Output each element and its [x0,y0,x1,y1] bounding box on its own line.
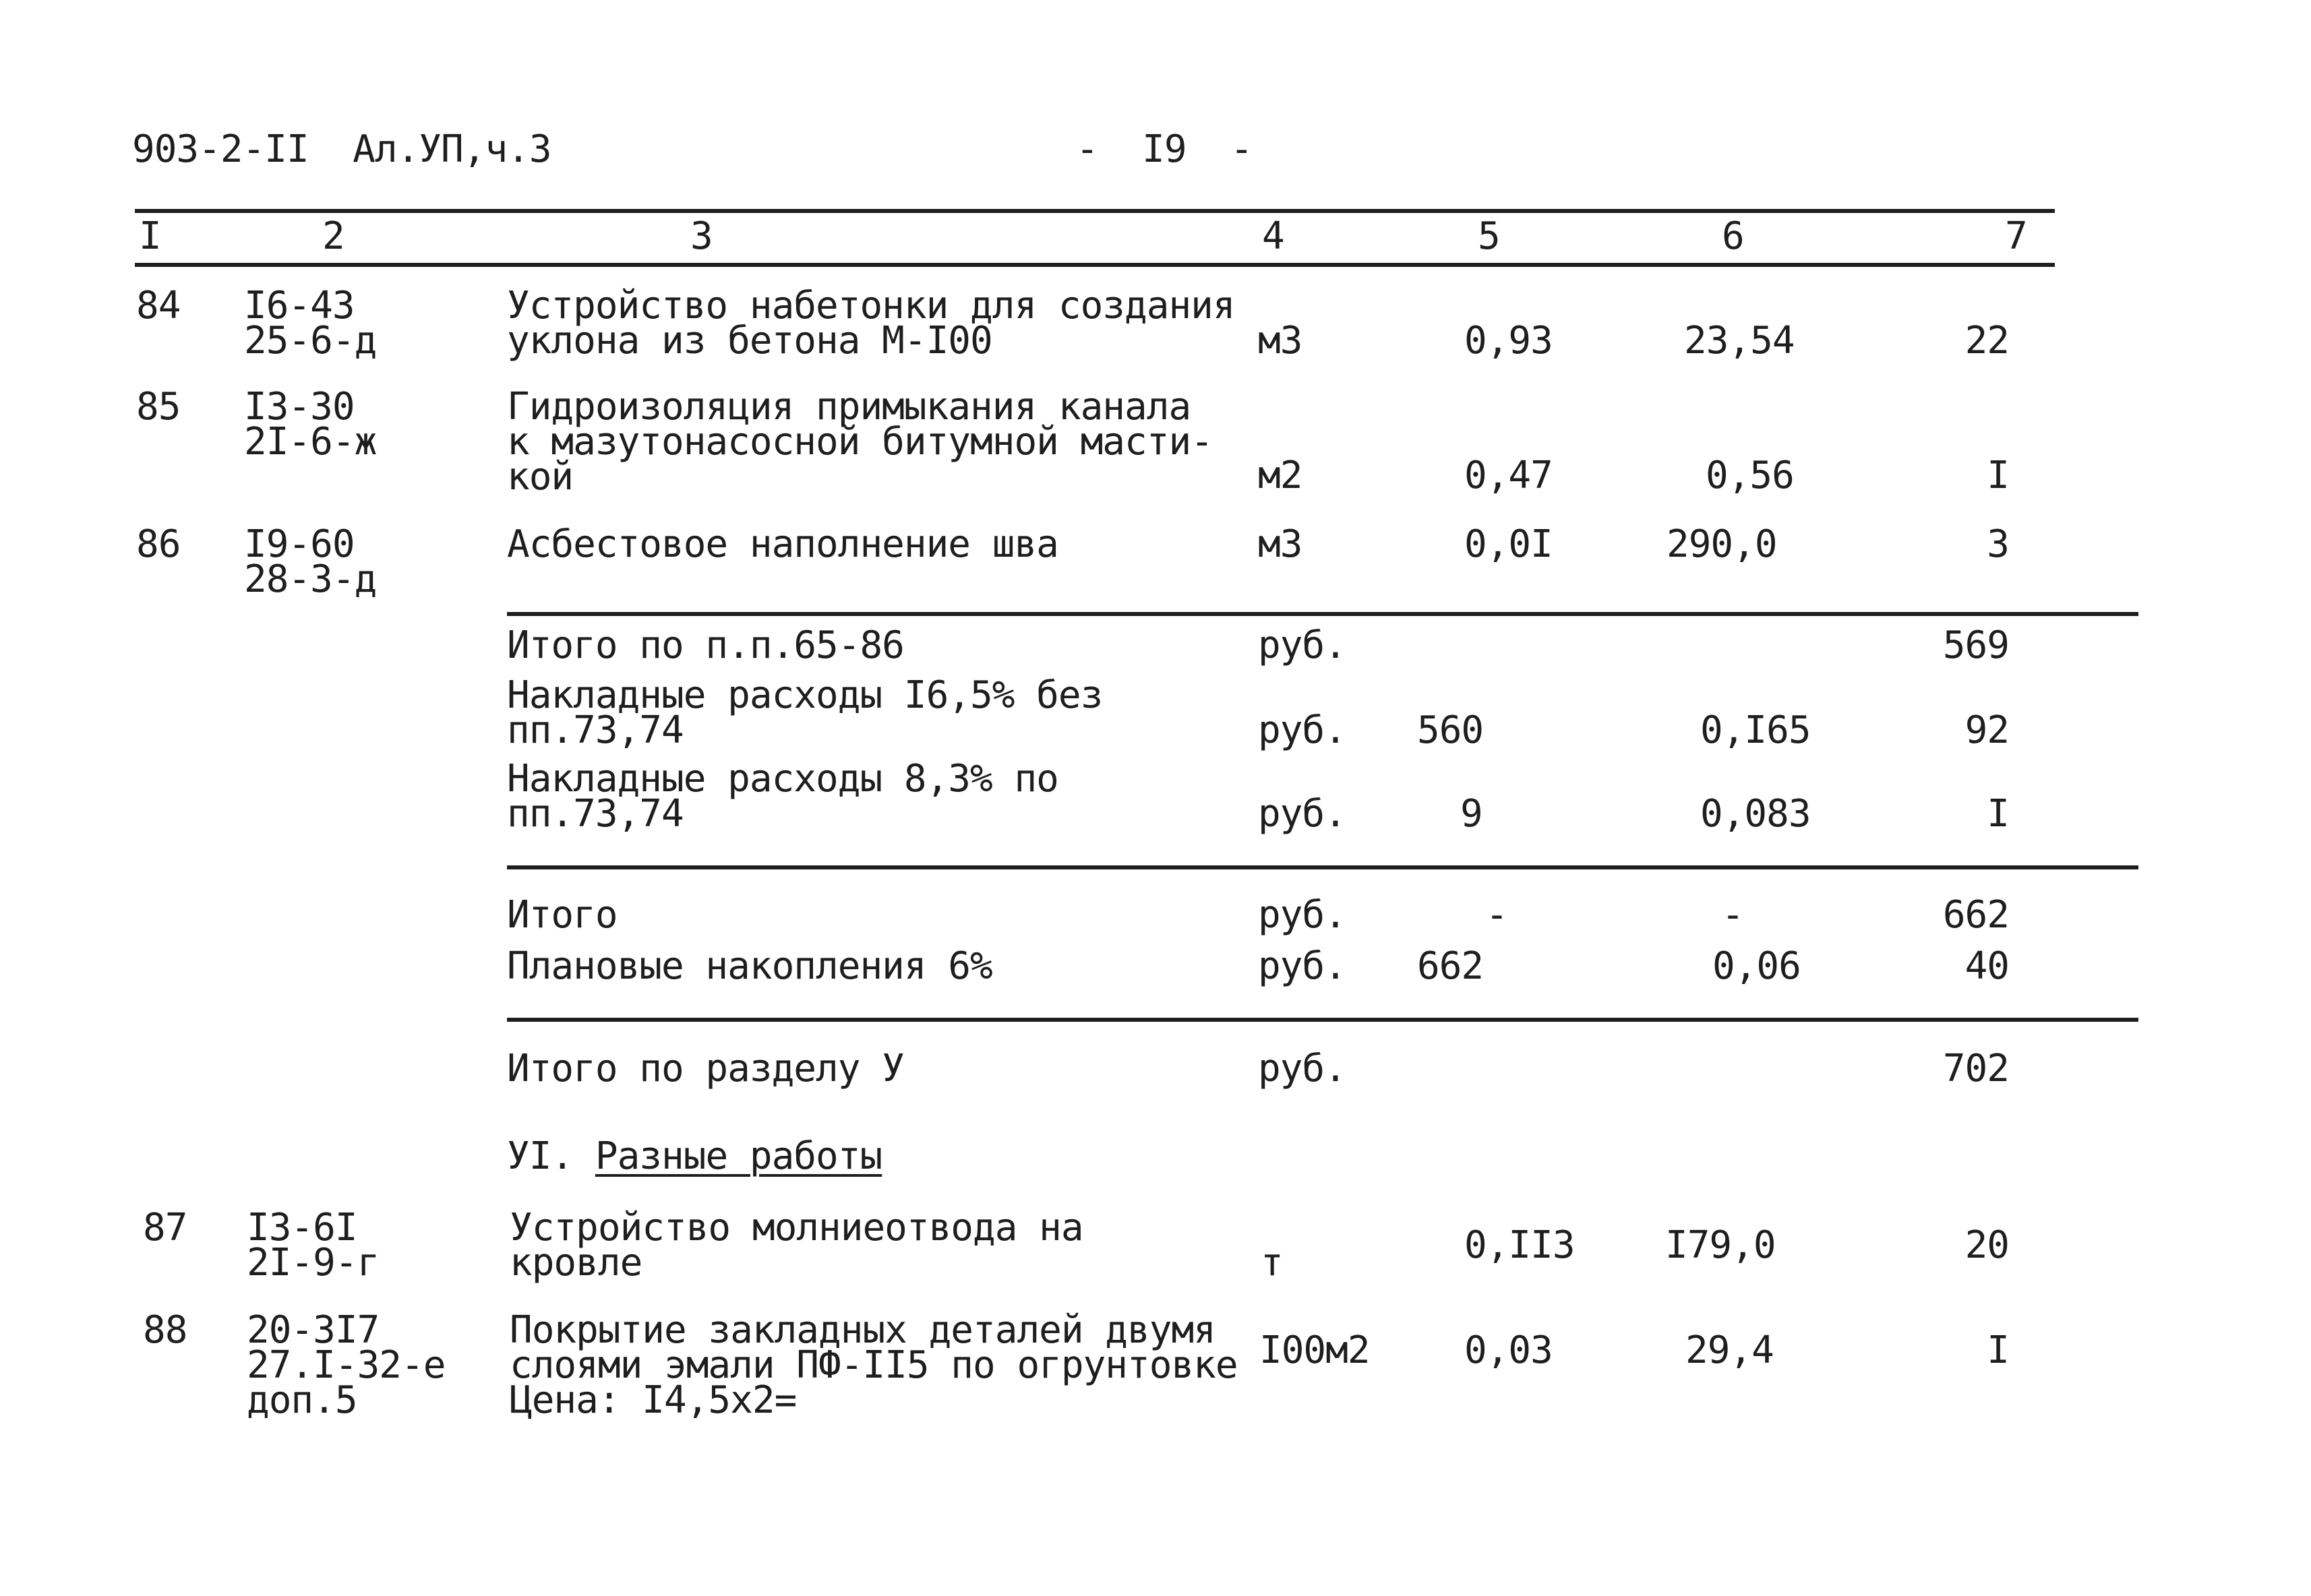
subtotal-unit: руб. [1258,623,1346,667]
row-84-price: 23,54 [1684,319,1795,363]
table-top-rule [135,209,2055,213]
total-unit: руб. [1258,893,1346,937]
row-85-description: Гидроизоляция примыкания канала к мазутонасосной битумной масти- кой [507,385,1213,499]
column-header-6: 6 [1722,214,1744,258]
row-86-description: Асбестовое наполнение шва [507,522,1058,566]
row-84-total: 22 [1964,319,2009,363]
row-86-price: 290,0 [1667,522,1777,566]
row-85-number: 85 [136,385,181,429]
row-85-code: I3-30 2I-6-ж [244,385,377,464]
planned-savings-total: 40 [1964,944,2009,988]
subtotal-label: Итого по п.п.65-86 [507,623,904,667]
row-88-unit: I00м2 [1259,1328,1370,1372]
total-label: Итого [507,893,618,937]
row-88-number: 88 [143,1308,187,1352]
row-84-number: 84 [136,284,181,328]
summary-rule-1 [507,612,2138,616]
section-number: УI. [507,1134,574,1178]
overhead-1-base: 560 [1417,708,1484,752]
row-85-total: I [1987,454,2009,497]
row-87-description: Устройство молниеотвода на кровле [510,1206,1083,1285]
section-title: Разные работы [595,1134,882,1178]
overhead-2-label: Накладные расходы 8,3% по пп.73,74 [507,757,1058,836]
overhead-2-base: 9 [1460,792,1482,836]
row-84-quantity: 0,93 [1464,319,1553,363]
planned-savings-rate: 0,06 [1712,944,1801,988]
overhead-2-total: I [1987,792,2009,836]
overhead-1-rate: 0,I65 [1700,708,1811,752]
row-85-quantity: 0,47 [1464,454,1553,497]
row-88-total: I [1987,1328,2009,1372]
row-87-code: I3-6I 2I-9-г [247,1206,380,1285]
row-85-unit: м2 [1258,454,1302,497]
column-header-3: 3 [690,214,713,258]
overhead-2-rate: 0,083 [1700,792,1811,836]
row-86-quantity: 0,0I [1464,522,1553,566]
planned-savings-base: 662 [1417,944,1484,988]
column-header-1: I [139,214,161,258]
row-86-total: 3 [1987,522,2009,566]
document-code: 903-2-II Ал.УП,ч.3 [132,127,551,171]
row-88-description: Покрытие закладных деталей двумя слоями эмали ПФ-II5 по огрунтовке Цена: I4,5х2= [510,1308,1238,1422]
planned-savings-label: Плановые накопления 6% [507,944,992,988]
row-84-code: I6-43 25-6-д [244,284,377,363]
section-total-unit: руб. [1258,1047,1346,1091]
row-87-number: 87 [143,1206,187,1250]
row-85-price: 0,56 [1706,454,1794,497]
section-total-total: 702 [1942,1047,2009,1091]
row-84-unit: м3 [1258,319,1302,363]
column-header-7: 7 [2005,214,2027,258]
summary-rule-2 [507,865,2138,869]
section-heading [507,1134,882,1178]
subtotal-total: 569 [1942,623,2009,667]
row-87-quantity: 0,II3 [1464,1223,1575,1267]
row-87-price: I79,0 [1665,1223,1776,1267]
total-total: 662 [1942,893,2009,937]
overhead-1-label: Накладные расходы I6,5% без пп.73,74 [507,673,1103,752]
total-base-dash: - [1485,893,1508,937]
row-87-unit: т [1261,1241,1283,1285]
section-total-rule [507,1018,2138,1022]
total-rate-dash: - [1721,893,1744,937]
row-88-code: 20-3I7 27.I-32-е доп.5 [247,1308,446,1422]
row-88-quantity: 0,03 [1464,1328,1553,1372]
column-header-5: 5 [1478,214,1500,258]
overhead-1-unit: руб. [1258,708,1346,752]
row-86-number: 86 [136,522,181,566]
overhead-1-total: 92 [1964,708,2009,752]
column-header-rule [135,263,2055,267]
section-total-label: Итого по разделу У [507,1047,904,1091]
column-header-2: 2 [322,214,344,258]
row-88-price: 29,4 [1685,1328,1774,1372]
row-86-code: I9-60 28-3-д [244,522,377,601]
row-84-description: Устройство набетонки для создания уклона из бетона М-I00 [507,284,1235,363]
row-86-unit: м3 [1258,522,1302,566]
planned-savings-unit: руб. [1258,944,1346,988]
column-header-4: 4 [1262,214,1284,258]
row-87-total: 20 [1964,1223,2009,1267]
page-number: - I9 - [1076,127,1253,171]
overhead-2-unit: руб. [1258,792,1346,836]
